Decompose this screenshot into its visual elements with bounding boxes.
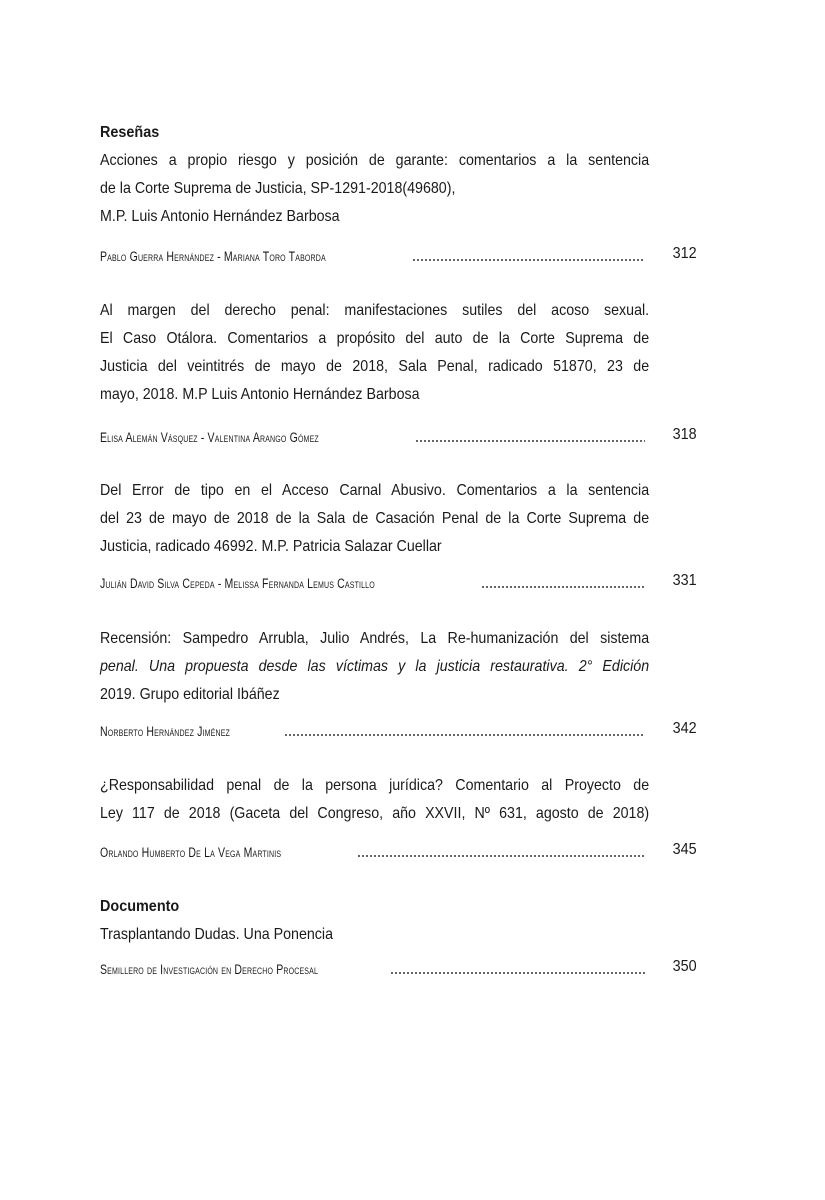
dot-leader: [357, 855, 645, 857]
title-line: Acciones a propio riesgo y posición de garante: comentarios a la sentencia: [100, 152, 650, 169]
title-line: M.P. Luis Antonio Hernández Barbosa: [100, 208, 340, 225]
entry-author-row: [100, 838, 697, 860]
title-line: Recensión: Sampedro Arrubla, Julio Andrés, La Re-humanización del sistema: [100, 630, 650, 647]
title-line: Justicia del veintitrés de mayo de 2018, Sala Penal, radicado 51870, 23 de: [100, 358, 650, 375]
dot-leader: [415, 440, 645, 442]
section-heading-resenas: Reseñas: [100, 124, 160, 141]
entry-title: [100, 921, 649, 949]
title-line: Trasplantando Dudas. Una Ponencia: [100, 926, 333, 943]
title-line: Justicia, radicado 46992. M.P. Patricia Salazar Cuellar: [100, 538, 442, 555]
entry-title: [100, 297, 649, 409]
entry-author: Orlando Humberto De La Vega Martinis: [100, 845, 282, 860]
entry-page-number: 350: [672, 958, 697, 975]
entry-author: Julián David Silva Cepeda - Melissa Fernanda Lemus Castillo: [100, 576, 375, 591]
entry-title: [100, 147, 649, 231]
entry-page-number: 345: [672, 841, 697, 858]
entry-page-number: 342: [672, 720, 697, 737]
entry-page-number: 312: [672, 245, 697, 262]
title-line: mayo, 2018. M.P Luis Antonio Hernández Barbosa: [100, 386, 420, 403]
dot-leader: [412, 259, 645, 261]
title-line: Ley 117 de 2018 (Gaceta del Congreso, año XXVII, Nº 631, agosto de 2018): [100, 805, 650, 822]
title-line: 2019. Grupo editorial Ibáñez: [100, 686, 280, 703]
entry-author-row: [100, 242, 697, 264]
entry-author-row: [100, 423, 697, 445]
section-heading-documento: Documento: [100, 898, 180, 915]
entry-title: [100, 477, 649, 561]
entry-author-row: [100, 569, 697, 591]
title-line: Al margen del derecho penal: manifestaciones sutiles del acoso sexual.: [100, 302, 650, 319]
dot-leader: [481, 586, 645, 588]
entry-title: [100, 772, 649, 828]
title-line: penal. Una propuesta desde las víctimas y la justicia restaurativa. 2° Edición: [100, 658, 650, 675]
entry-page-number: 331: [672, 572, 697, 589]
entry-author: Norberto Hernández Jiménez: [100, 724, 230, 739]
title-line: ¿Responsabilidad penal de la persona jurídica? Comentario al Proyecto de: [100, 777, 650, 794]
entry-page-number: 318: [672, 426, 697, 443]
dot-leader: [390, 972, 645, 974]
entry-author: Pablo Guerra Hernández - Mariana Toro Taborda: [100, 249, 326, 264]
title-line: del 23 de mayo de 2018 de la Sala de Casación Penal de la Corte Suprema de: [100, 510, 650, 527]
entry-author: Elisa Alemán Vásquez - Valentina Arango Gómez: [100, 430, 319, 445]
entry-title: [100, 625, 649, 709]
title-line: Del Error de tipo en el Acceso Carnal Abusivo. Comentarios a la sentencia: [100, 482, 650, 499]
title-line: de la Corte Suprema de Justicia, SP-1291-2018(49680),: [100, 180, 456, 197]
entry-author-row: [100, 955, 697, 977]
entry-author-row: [100, 717, 697, 739]
dot-leader: [284, 734, 645, 736]
entry-author: Semillero de Investigación en Derecho Procesal: [100, 962, 319, 977]
title-line: El Caso Otálora. Comentarios a propósito del auto de la Corte Suprema de: [100, 330, 650, 347]
